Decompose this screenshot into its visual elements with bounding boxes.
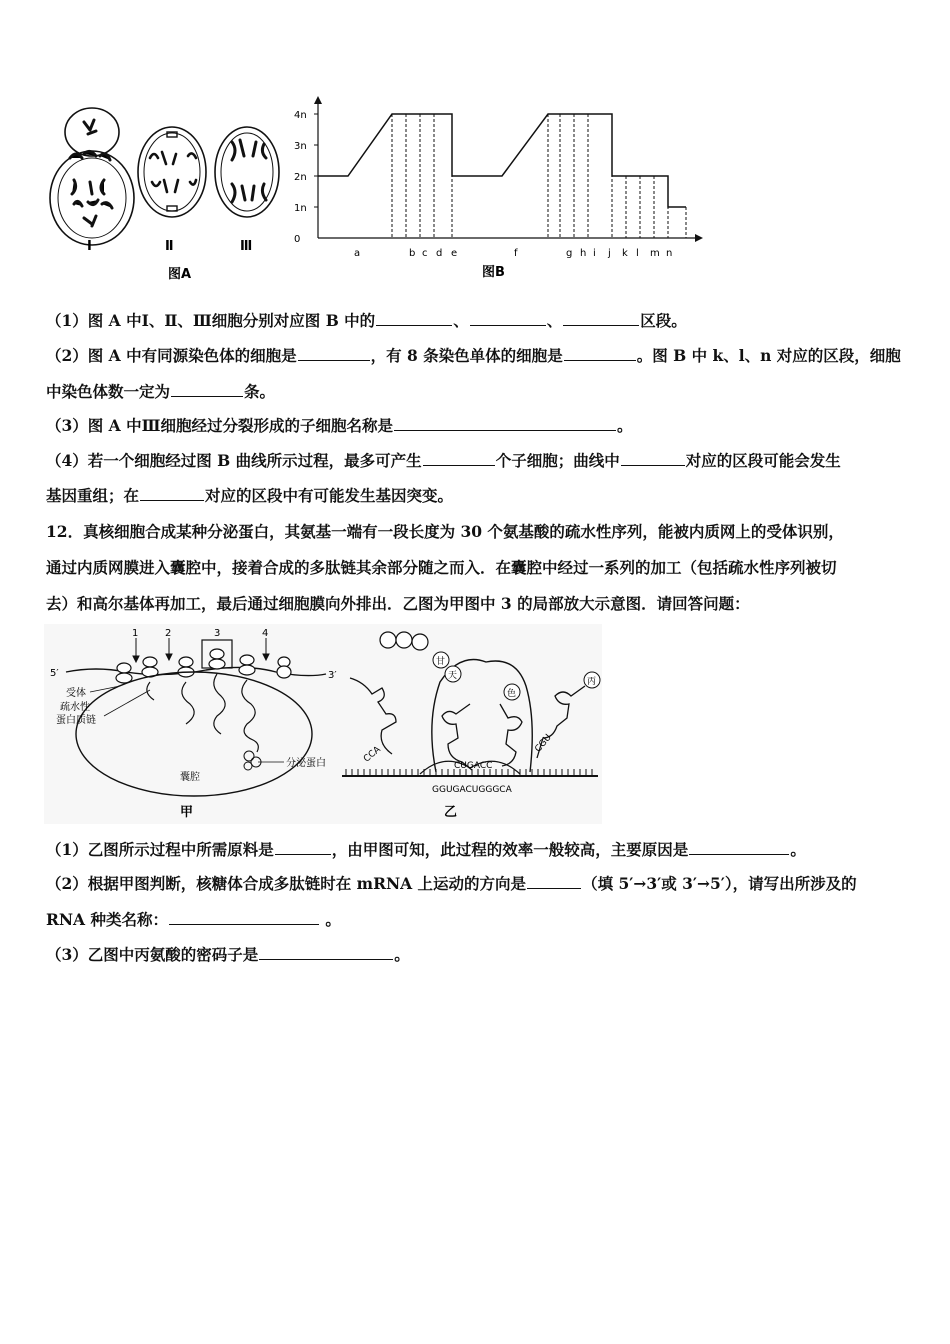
separator: 、 [453, 311, 469, 330]
yi-anticodon-left: CCA [361, 744, 383, 765]
yi-anticodon-mid: CUGACC [454, 761, 493, 771]
q4-text: （4）若一个细胞经过图 B 曲线所示过程，最多可产生 [46, 451, 422, 470]
yi-aa-tian: 天 [448, 671, 458, 681]
jia-hydrophobic-label-2: 蛋白质链 [56, 715, 96, 726]
answer-blank-15[interactable] [259, 945, 393, 960]
answer-blank-8[interactable] [423, 451, 495, 466]
q12-stem-1: 12．真核细胞合成某种分泌蛋白，其氨基一端有一段长度为 30 个氨基酸的疏水性序列，能被内质网上的受体识别， [46, 522, 844, 541]
answer-blank-4[interactable] [298, 346, 370, 361]
q12-stem-2: 通过内质网膜进入囊腔中，接着合成的多肽链其余部分随之而入．在囊腔中经过一系列的加工（包括疏水性序列被切 [46, 558, 837, 577]
answer-blank-2[interactable] [470, 311, 546, 326]
x-label-j: j [608, 248, 611, 259]
chart-axes [314, 96, 703, 242]
y-tick-label: 3n [294, 141, 307, 152]
cell-iii-chromosomes [232, 140, 266, 202]
yi-aa-gan: 甘 [436, 657, 446, 667]
q12-2-text-3: RNA 种类名称： [46, 910, 168, 929]
yi-anticodon-right: CGU [533, 732, 554, 755]
q12-2-text-2: （填 5′→3′或 3′→5′），请写出所涉及的 [582, 874, 857, 893]
x-label-h: h [580, 248, 587, 259]
figure-yi-caption: 乙 [444, 805, 458, 820]
separator: 、 [546, 311, 563, 330]
yi-peptide-chain [380, 632, 428, 650]
figure-b-caption: 图B [482, 265, 505, 280]
jia-secretory-label: 分泌蛋白 [286, 758, 326, 769]
answer-blank-13[interactable] [527, 874, 581, 889]
x-label-m: m [650, 248, 660, 259]
q2-line-1 [46, 346, 901, 366]
answer-blank-6[interactable] [171, 382, 243, 397]
q1-text: （1）图 A 中Ⅰ、Ⅱ、Ⅲ细胞分别对应图 B 中的 [46, 311, 376, 330]
x-label-d: d [436, 248, 443, 259]
figure-a-caption: 图A [168, 267, 192, 282]
chart-series [318, 114, 686, 207]
figure-jia-caption: 甲 [180, 805, 194, 820]
q4-line-1 [46, 451, 841, 471]
cell-ii [138, 127, 206, 217]
x-label-l: l [636, 248, 639, 259]
answer-blank-11[interactable] [275, 840, 331, 855]
q4-text-3: 对应的区段可能会发生 [685, 451, 841, 470]
cell-iii-label: Ⅲ [240, 239, 253, 254]
cell-ii-chromosomes [150, 132, 196, 211]
q12-stem-3: 去）和高尔基体再加工，最后通过细胞膜向外排出．乙图为甲图中 3 的局部放大示意图．请回答问题： [46, 594, 750, 613]
x-label-c: c [422, 248, 428, 259]
chart-x-labels [354, 248, 672, 259]
q12-1-text: （1）乙图所示过程中所需原料是 [46, 840, 274, 859]
q4-text-2: 个子细胞；曲线中 [495, 451, 620, 470]
x-label-e: e [451, 248, 458, 259]
q2-text-4: 中染色体数一定为 [46, 382, 171, 401]
q12-2-text: （2）根据甲图判断，核糖体合成多肽链时在 mRNA 上运动的方向是 [46, 874, 527, 893]
q12-1-line [46, 840, 806, 860]
figure-yi [340, 624, 602, 824]
x-label-k: k [622, 248, 628, 259]
figure-b-chart [290, 92, 710, 292]
cell-i-chromosomes [70, 120, 112, 226]
jia-receptor-label: 受体 [66, 688, 86, 699]
q4-text-4: 基因重组；在 [46, 486, 140, 505]
cell-ii-label: Ⅱ [165, 239, 174, 254]
q12-3-line [46, 945, 410, 965]
x-label-b: b [409, 248, 416, 259]
q12-2-text-end: 。 [319, 910, 341, 929]
y-axis-arrow [314, 96, 322, 104]
q12-1-text-end: 。 [790, 840, 806, 859]
jia-three-prime: 3′ [328, 670, 337, 681]
x-label-i: i [593, 248, 596, 259]
x-label-a: a [354, 248, 361, 259]
q4-line-2 [46, 486, 453, 506]
jia-number-3: 3 [214, 628, 221, 639]
q2-text-5: 条。 [244, 382, 276, 401]
y-tick-label: 1n [294, 203, 307, 214]
jia-hydrophobic-label-1: 疏水性 [60, 702, 90, 713]
answer-blank-12[interactable] [689, 840, 789, 855]
jia-number-2: 2 [165, 628, 172, 639]
jia-five-prime: 5′ [50, 668, 59, 679]
x-label-f: f [514, 248, 518, 259]
q1-line [46, 311, 687, 331]
series-line [318, 114, 686, 207]
q12-3-text: （3）乙图中丙氨酸的密码子是 [46, 945, 259, 964]
yi-aa-bing: 丙 [587, 677, 597, 687]
jia-number-1: 1 [132, 628, 139, 639]
answer-blank-3[interactable] [563, 311, 639, 326]
q4-text-5: 对应的区段中有可能发生基因突变。 [205, 486, 454, 505]
q2-text-3: 。图 B 中 k、l、n 对应的区段，细胞 [636, 346, 901, 365]
q1-text-end: 区段。 [640, 311, 687, 330]
x-label-g: g [566, 248, 573, 259]
q2-line-2 [46, 382, 275, 402]
q12-1-text-2: ，由甲图可知，此过程的效率一般较高，主要原因是 [331, 840, 689, 859]
y-tick-label: 4n [294, 110, 307, 121]
figure-jia [44, 624, 344, 824]
jia-lumen-label: 囊腔 [180, 772, 200, 783]
q3-text-end: 。 [616, 416, 633, 435]
figure-a [44, 100, 284, 290]
answer-blank-9[interactable] [621, 451, 685, 466]
q3-line [46, 416, 633, 436]
q12-3-text-end: 。 [394, 945, 410, 964]
q2-text-2: ，有 8 条染色单体的细胞是 [370, 346, 563, 365]
q2-text: （2）图 A 中有同源染色体的细胞是 [46, 346, 297, 365]
cell-i-label: Ⅰ [87, 239, 92, 254]
x-label-n: n [666, 248, 673, 259]
y-tick-label: 0 [294, 234, 301, 245]
jia-number-4: 4 [262, 628, 269, 639]
q3-text: （3）图 A 中Ⅲ细胞经过分裂形成的子细胞名称是 [46, 416, 393, 435]
answer-blank-1[interactable] [376, 311, 452, 326]
q12-2-line-1 [46, 874, 857, 894]
yi-mrna-sequence: GGUGACUGGGCA [432, 785, 512, 795]
y-tick-label: 2n [294, 172, 307, 183]
answer-blank-5[interactable] [564, 346, 636, 361]
answer-blank-14[interactable] [169, 910, 319, 925]
chart-y-ticks [294, 110, 318, 245]
answer-blank-7[interactable] [394, 416, 616, 431]
x-axis-arrow [695, 234, 703, 242]
answer-blank-10[interactable] [140, 486, 204, 501]
cell-iii [215, 127, 279, 217]
q12-2-line-2 [46, 910, 341, 930]
yi-aa-se: 色 [507, 689, 517, 699]
